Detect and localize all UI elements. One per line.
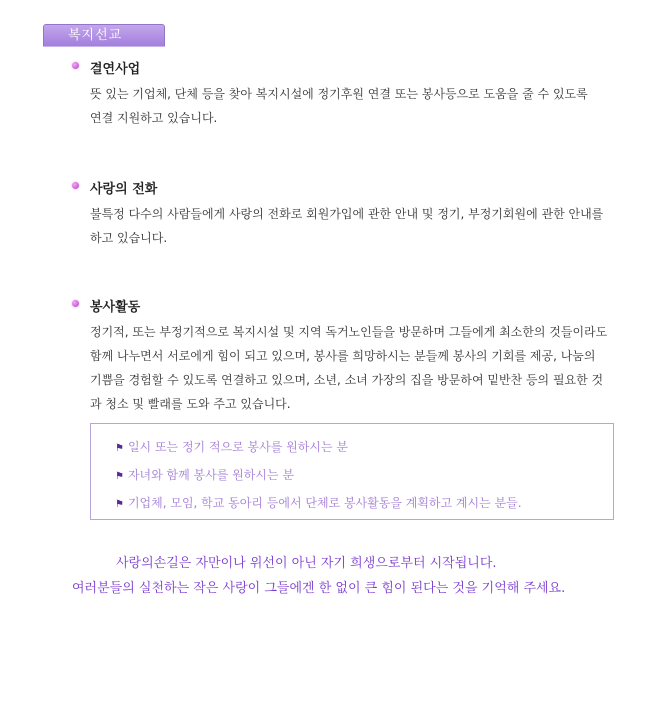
- closing-line-1: 사랑의손길은 자만이나 위선이 아닌 자기 희생으로부터 시작됩니다.: [116, 556, 497, 571]
- desc-line: 뜻 있는 기업체, 단체 등을 찾아 복지시설에 정기후원 연결 또는 봉사등으로 도움을 줄 수 있도록: [90, 87, 588, 101]
- section-sponsorship: [70, 58, 640, 130]
- desc-line: 과 청소 및 빨래를 도와 주고 있습니다.: [90, 397, 291, 411]
- section-description: [90, 320, 640, 416]
- flag-icon: ⚑: [115, 443, 124, 454]
- bullet-icon: [72, 182, 79, 189]
- section-description: [90, 82, 640, 130]
- desc-line: 불특정 다수의 사람들에게 사랑의 전화로 회원가입에 관한 안내 및 정기, 부정기회원에 관한 안내를: [90, 207, 604, 221]
- bullet-icon: [72, 62, 79, 69]
- desc-line: 함께 나누면서 서로에게 힘이 되고 있으며, 봉사를 희망하시는 분들께 봉사의 기회를 제공, 나눔의: [90, 349, 596, 363]
- desc-line: 기쁨을 경험할 수 있도록 연결하고 있으며, 소년, 소녀 가장의 집을 방문하여 밑반찬 등의 필요한 것: [90, 373, 604, 387]
- tab-divider: [43, 46, 165, 47]
- desc-line: 정기적, 또는 부정기적으로 복지시설 및 지역 독거노인들을 방문하며 그들에게 최소한의 것들이라도: [90, 325, 608, 339]
- desc-line: 하고 있습니다.: [90, 231, 168, 245]
- list-item: ⚑ 기업체, 모임, 학교 동아리 등에서 단체로 봉사활동을 계획하고 계시는 분들.: [115, 496, 522, 510]
- desc-line: 연결 지원하고 있습니다.: [90, 111, 218, 125]
- tab-welfare-mission[interactable]: [43, 24, 165, 47]
- list-item: ⚑ 일시 또는 정기 적으로 봉사를 원하시는 분: [115, 440, 348, 454]
- bullet-icon: [72, 300, 79, 307]
- section-title: 사랑의 전화: [90, 182, 158, 197]
- list-item: ⚑ 자녀와 함께 봉사를 원하시는 분: [115, 468, 294, 482]
- tab-label: 복지선교: [68, 28, 123, 43]
- closing-line-2: 여러분들의 실천하는 작은 사랑이 그들에겐 한 없이 큰 힘이 된다는 것을 기억해 주세요.: [72, 581, 566, 596]
- volunteer-target-box: [90, 423, 614, 520]
- section-title: 결연사업: [90, 62, 141, 77]
- section-title: 봉사활동: [90, 300, 141, 315]
- flag-icon: ⚑: [115, 499, 124, 510]
- section-love-call: [70, 178, 640, 250]
- flag-icon: ⚑: [115, 471, 124, 482]
- section-description: [90, 202, 640, 250]
- section-volunteer: [70, 296, 640, 416]
